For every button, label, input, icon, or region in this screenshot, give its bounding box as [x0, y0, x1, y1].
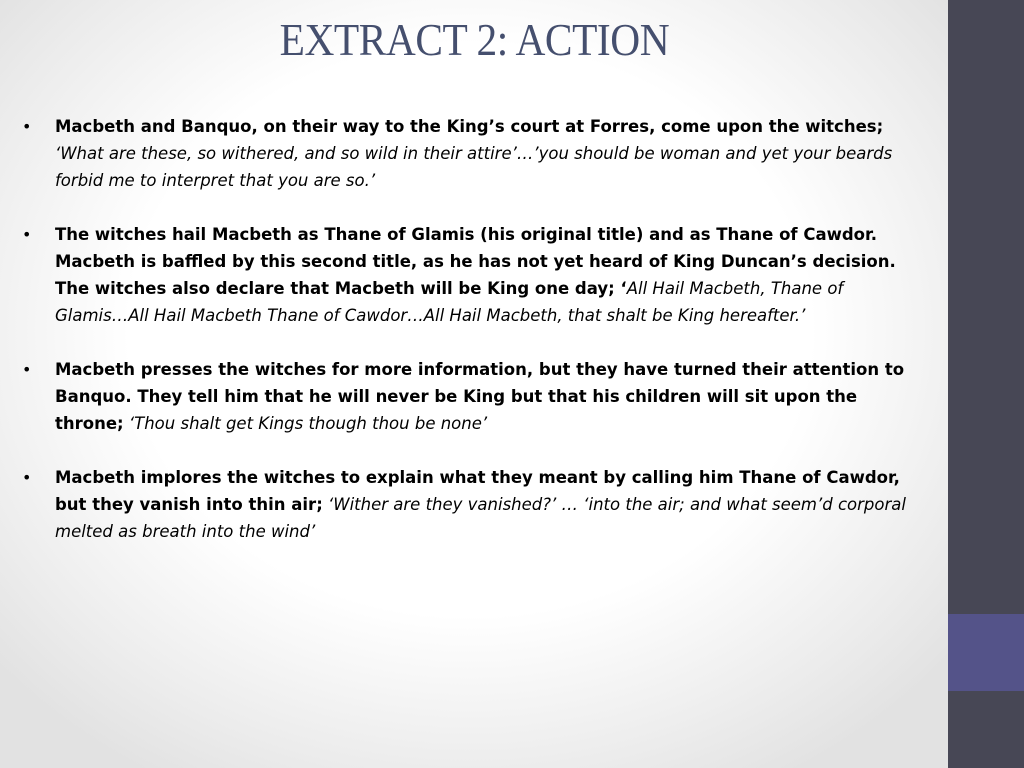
bullet-icon: • — [22, 468, 32, 487]
sidebar-accent-block — [948, 614, 1024, 691]
bullet-icon: • — [22, 117, 32, 136]
bullet-1-quote: ‘What are these, so withered, and so wild in their attire’…’you should be woman and yet your beards forbid me to interpret that you are so.’ — [55, 144, 893, 190]
bullet-2-bold-text: The witches hail Macbeth as Thane of Glamis (his original title) and as Thane of Cawdor. Macbeth is baffled by this second title, as he has not yet heard of King Duncan’s decision. The witches also declare that Macbeth will be King one day; ‘ — [55, 225, 896, 298]
bullet-2-quote: All Hail Macbeth, Thane of Glamis…All Hail Macbeth Thane of Cawdor…All Hail Macbeth, that shalt be King hereafter.’ — [55, 279, 844, 325]
bullet-3-quote: ‘Thou shalt get Kings though thou be none’ — [123, 414, 488, 433]
bullet-1-bold-text: Macbeth and Banquo, on their way to the King’s court at Forres, come upon the witches; — [55, 117, 884, 136]
bullet-item-4 — [20, 464, 920, 545]
bullet-3-bold-text: Macbeth presses the witches for more information, but they have turned their attention to Banquo. They tell him that he will never be King but that his children will sit upon the throne; — [55, 360, 905, 433]
bullet-4-quote: ‘Wither are they vanished?’ … ‘into the air; and what seem’d corporal melted as breath into the wind’ — [55, 495, 906, 541]
bullet-item-1 — [20, 113, 920, 194]
bullet-list — [20, 113, 920, 572]
bullet-item-3 — [20, 356, 920, 437]
bullet-icon: • — [22, 360, 32, 379]
bullet-4-bold-text: Macbeth implores the witches to explain what they meant by calling him Thane of Cawdor, but they vanish into thin air; — [55, 468, 900, 514]
bullet-item-2 — [20, 221, 920, 329]
slide-title: EXTRACT 2: ACTION — [279, 14, 670, 65]
bullet-icon: • — [22, 225, 32, 244]
